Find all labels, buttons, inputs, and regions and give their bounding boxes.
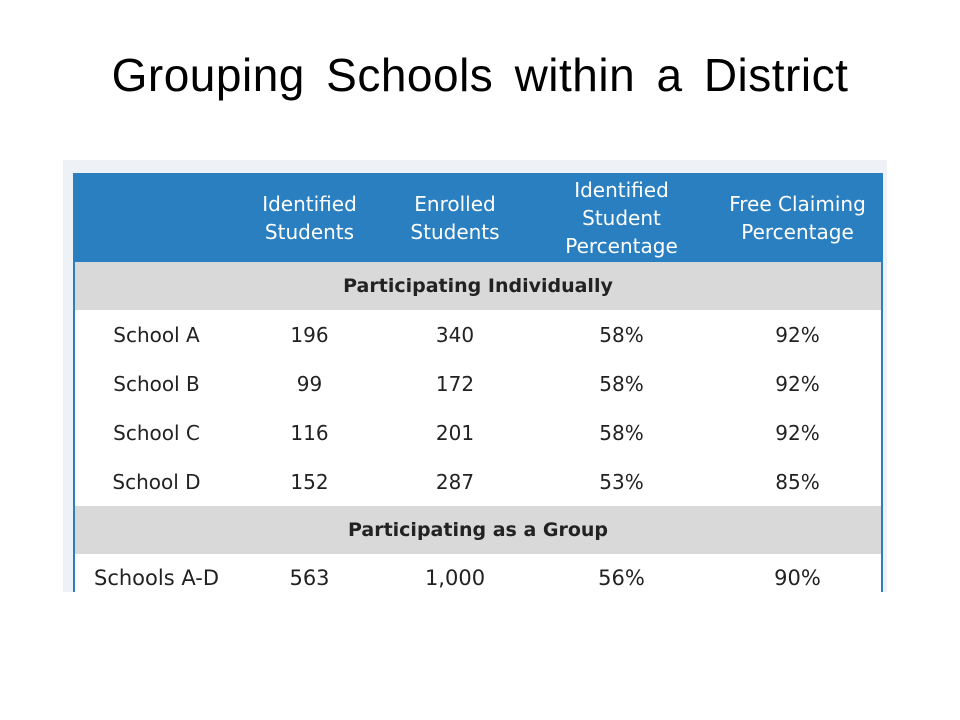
isp-cell: 58% <box>599 371 644 396</box>
identified-cell: 116 <box>290 420 329 445</box>
enrolled-cell: 201 <box>435 420 475 445</box>
free-claiming-cell: 92% <box>775 420 820 445</box>
header-identified-students <box>238 173 381 262</box>
slide-title: Grouping Schools within a District <box>111 49 849 101</box>
header-line: Identified <box>262 191 357 216</box>
header-line: Enrolled <box>414 191 496 216</box>
header-line: Percentage <box>565 233 678 258</box>
free-claiming-cell: 92% <box>775 322 820 347</box>
header-line: Identified Student <box>574 177 669 230</box>
header-line: Percentage <box>741 219 854 244</box>
header-line: Free Claiming <box>729 191 866 216</box>
header-free-claiming-percentage <box>714 173 881 262</box>
school-name-cell: School C <box>113 420 200 445</box>
school-name-cell: School A <box>113 322 200 347</box>
identified-cell: 196 <box>290 322 329 347</box>
table-container <box>73 173 883 592</box>
table-row <box>75 408 881 457</box>
isp-cell: 53% <box>599 469 644 494</box>
isp-cell: 56% <box>598 566 645 590</box>
free-claiming-cell: 92% <box>775 371 820 396</box>
table-row-group <box>75 554 881 602</box>
header-identified-student-percentage <box>529 173 714 262</box>
header-line: Students <box>264 219 355 244</box>
header-cell-empty <box>75 173 238 262</box>
school-name-cell: School D <box>112 469 201 494</box>
section-label: Participating Individually <box>75 262 881 310</box>
identified-cell: 152 <box>290 469 329 494</box>
header-enrolled-students <box>381 173 529 262</box>
table-row <box>75 457 881 506</box>
table-row <box>75 310 881 359</box>
free-claiming-cell: 85% <box>775 469 820 494</box>
school-name-cell: Schools A-D <box>94 566 219 590</box>
enrolled-cell: 340 <box>435 322 475 347</box>
isp-cell: 58% <box>599 420 644 445</box>
free-claiming-cell: 90% <box>774 566 821 590</box>
section-row-group <box>75 506 881 554</box>
table-header-row <box>75 173 881 262</box>
enrolled-cell: 1,000 <box>424 566 486 590</box>
section-label: Participating as a Group <box>75 506 881 554</box>
school-name-cell: School B <box>113 371 200 396</box>
enrolled-cell: 172 <box>435 371 475 396</box>
enrolled-cell: 287 <box>435 469 475 494</box>
identified-cell: 99 <box>296 371 323 396</box>
table-frame <box>63 160 887 592</box>
section-row-individual <box>75 262 881 310</box>
schools-table <box>75 173 881 602</box>
header-line: Students <box>410 219 500 244</box>
identified-cell: 563 <box>289 566 330 590</box>
isp-cell: 58% <box>599 322 644 347</box>
table-row <box>75 359 881 408</box>
